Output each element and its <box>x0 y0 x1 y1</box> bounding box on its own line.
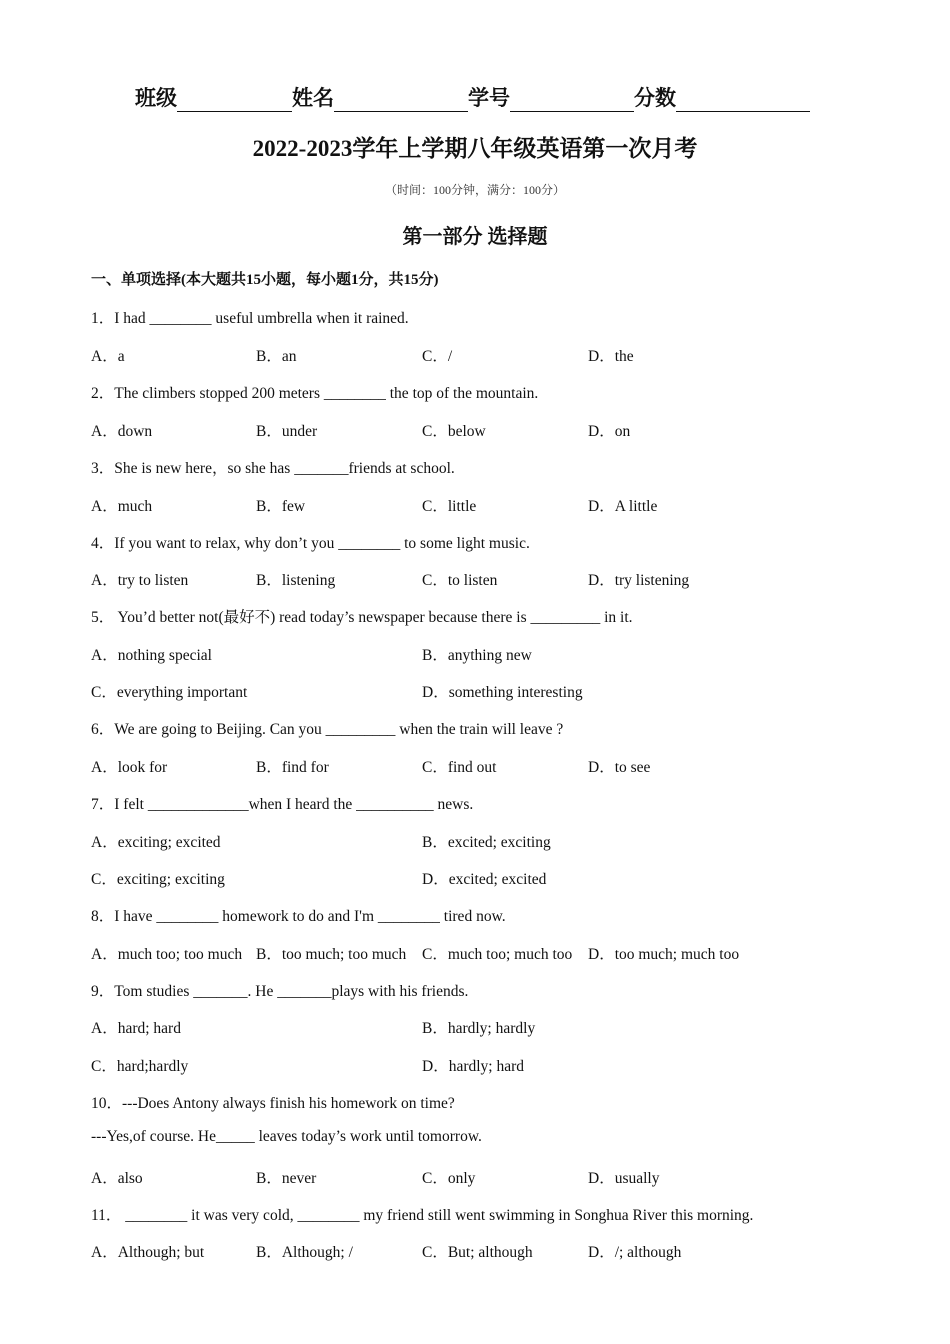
question-stem-continued: ---Yes,of course. He_____ leaves today’s work until tomorrow. <box>91 1128 482 1145</box>
option-c[interactable]: C．hard;hardly <box>91 1058 189 1075</box>
option-b[interactable]: B．too much; too much <box>256 946 407 963</box>
name-label: 姓名 <box>292 86 334 110</box>
class-blank[interactable] <box>177 91 292 112</box>
question-stem: 7．I felt _____________when I heard the __________ news. <box>91 796 474 813</box>
option-d[interactable]: D．on <box>588 423 631 440</box>
option-a[interactable]: A．exciting; excited <box>91 834 221 851</box>
option-d[interactable]: D．/; although <box>588 1244 682 1261</box>
option-c[interactable]: C．exciting; exciting <box>91 871 225 888</box>
option-b[interactable]: B．listening <box>256 572 336 589</box>
option-b[interactable]: B．hardly; hardly <box>422 1020 536 1037</box>
name-blank[interactable] <box>334 91 468 112</box>
option-d[interactable]: D．to see <box>588 759 651 776</box>
option-d[interactable]: D．something interesting <box>422 684 583 701</box>
option-a[interactable]: A．hard; hard <box>91 1020 181 1037</box>
option-b[interactable]: B．never <box>256 1170 317 1187</box>
option-a[interactable]: A．Although; but <box>91 1244 205 1261</box>
option-d[interactable]: D．try listening <box>588 572 690 589</box>
question-stem: 4．If you want to relax, why don’t you ________ to some light music. <box>91 535 530 552</box>
student-info-line <box>135 82 810 112</box>
option-d[interactable]: D．hardly; hard <box>422 1058 525 1075</box>
option-c[interactable]: C．to listen <box>422 572 498 589</box>
option-a[interactable]: A．much too; too much <box>91 946 243 963</box>
option-b[interactable]: B．an <box>256 348 297 365</box>
option-c[interactable]: C．everything important <box>91 684 248 701</box>
option-d[interactable]: D．excited; excited <box>422 871 547 888</box>
option-d[interactable]: D．usually <box>588 1170 660 1187</box>
question-stem: 3．She is new here，so she has _______friends at school. <box>91 460 455 477</box>
section-title: 一、单项选择(本大题共15小题，每小题1分，共15分) <box>91 272 439 288</box>
option-c[interactable]: C．much too; much too <box>422 946 573 963</box>
question-stem: 8．I have ________ homework to do and I'm ________ tired now. <box>91 908 506 925</box>
id-label: 学号 <box>468 86 510 110</box>
option-a[interactable]: A．also <box>91 1170 143 1187</box>
part-title: 第一部分 选择题 <box>402 226 548 248</box>
option-a[interactable]: A．down <box>91 423 153 440</box>
option-c[interactable]: C．little <box>422 498 477 515</box>
option-a[interactable]: A．look for <box>91 759 168 776</box>
exam-subtitle: （时间：100分钟，满分：100分） <box>384 183 565 197</box>
option-c[interactable]: C．find out <box>422 759 497 776</box>
question-stem: 6．We are going to Beijing. Can you _________ when the train will leave ? <box>91 721 564 738</box>
option-d[interactable]: D．A little <box>588 498 658 515</box>
id-blank[interactable] <box>510 91 634 112</box>
question-stem: 10．---Does Antony always finish his homework on time? <box>91 1095 455 1112</box>
question-stem: 2．The climbers stopped 200 meters ________ the top of the mountain. <box>91 385 539 402</box>
option-b[interactable]: B．Although; / <box>256 1244 353 1261</box>
question-stem: 9．Tom studies _______. He _______plays with his friends. <box>91 983 469 1000</box>
option-b[interactable]: B．anything new <box>422 647 532 664</box>
option-b[interactable]: B．few <box>256 498 306 515</box>
option-c[interactable]: C．below <box>422 423 486 440</box>
option-b[interactable]: B．under <box>256 423 318 440</box>
score-label: 分数 <box>634 86 676 110</box>
option-b[interactable]: B．excited; exciting <box>422 834 551 851</box>
option-c[interactable]: C．/ <box>422 348 453 365</box>
option-a[interactable]: A．try to listen <box>91 572 189 589</box>
score-blank[interactable] <box>676 91 810 112</box>
option-a[interactable]: A．a <box>91 348 125 365</box>
exam-title: 2022-2023学年上学期八年级英语第一次月考 <box>252 136 698 161</box>
option-c[interactable]: C．But; although <box>422 1244 533 1261</box>
class-label: 班级 <box>135 86 177 110</box>
option-b[interactable]: B．find for <box>256 759 329 776</box>
option-d[interactable]: D．the <box>588 348 634 365</box>
option-a[interactable]: A．nothing special <box>91 647 212 664</box>
option-d[interactable]: D．too much; much too <box>588 946 740 963</box>
question-stem: 1．I had ________ useful umbrella when it rained. <box>91 310 409 327</box>
option-c[interactable]: C．only <box>422 1170 476 1187</box>
question-stem: 11． ________ it was very cold, ________ my friend still went swimming in Songhua River this morning. <box>91 1207 754 1224</box>
option-a[interactable]: A．much <box>91 498 153 515</box>
question-stem: 5． You’d better not(最好不) read today’s newspaper because there is _________ in it. <box>91 609 633 626</box>
